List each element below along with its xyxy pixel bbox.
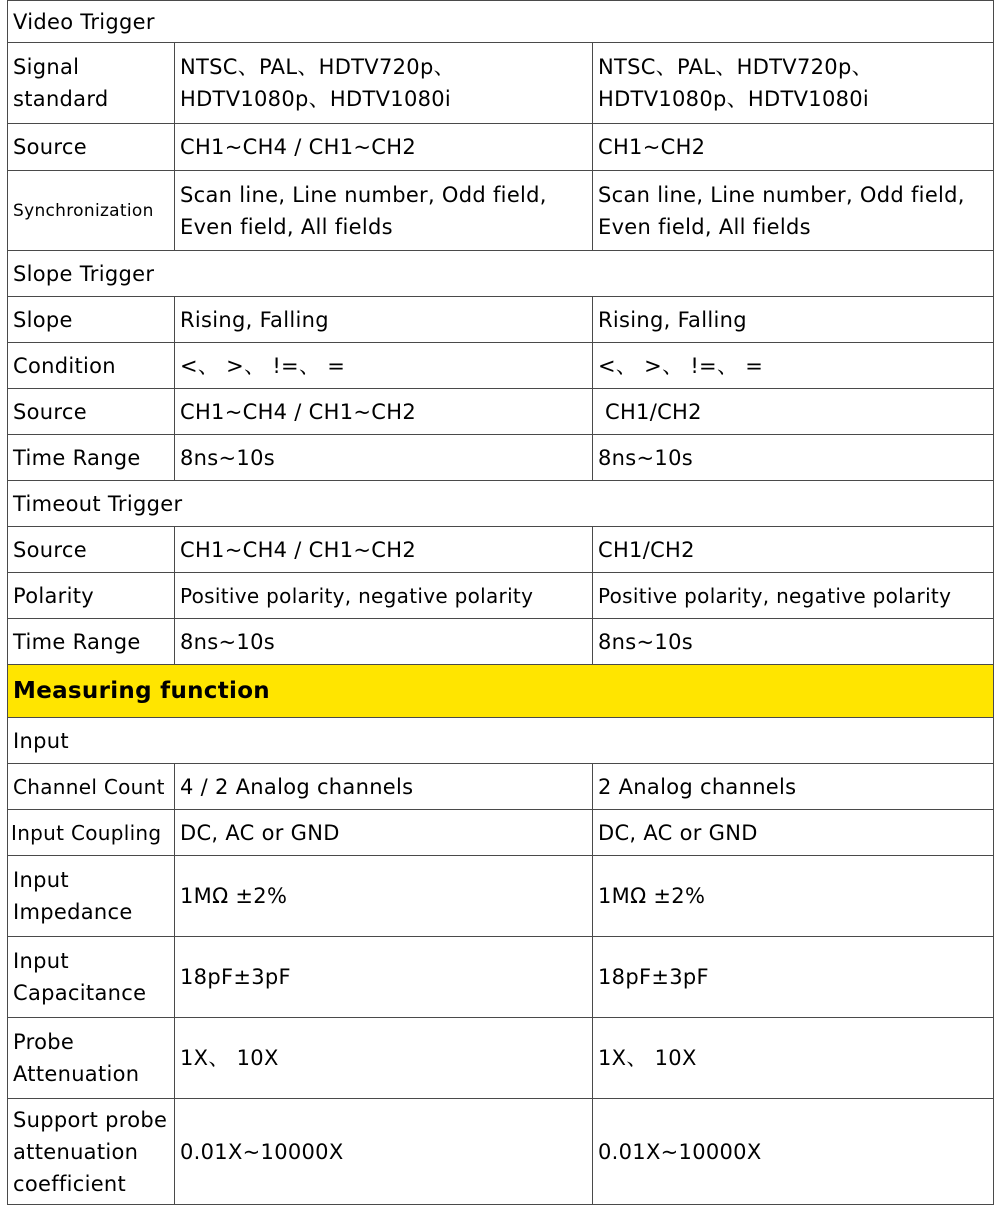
row-label: Source (8, 527, 175, 573)
table-row (8, 1099, 994, 1205)
section-row-slope-trigger (8, 251, 994, 297)
row-label: Channel Count (8, 764, 175, 810)
cell-col2: 0.01X~10000X (593, 1099, 994, 1205)
cell-col1: Positive polarity, negative polarity (175, 573, 593, 619)
section-title: Input (8, 718, 994, 764)
table-row (8, 527, 994, 573)
section-title: Timeout Trigger (8, 481, 994, 527)
cell-col1: 8ns~10s (175, 435, 593, 481)
row-label: Signal standard (8, 43, 175, 124)
major-heading: Measuring function (8, 665, 994, 718)
cell-col2: 2 Analog channels (593, 764, 994, 810)
cell-col2: CH1/CH2 (593, 527, 994, 573)
cell-col2: <、 >、 !=、 = (593, 343, 994, 389)
section-row-video-trigger (8, 1, 994, 43)
table-row (8, 1018, 994, 1099)
cell-col1: 4 / 2 Analog channels (175, 764, 593, 810)
cell-col1: Rising, Falling (175, 297, 593, 343)
cell-col1: <、 >、 !=、 = (175, 343, 593, 389)
row-label: Synchronization (8, 171, 175, 251)
row-label: Time Range (8, 435, 175, 481)
table-row (8, 389, 994, 435)
row-label: Input Capacitance (8, 937, 175, 1018)
cell-col2: DC, AC or GND (593, 810, 994, 856)
table-row (8, 810, 994, 856)
row-label: Condition (8, 343, 175, 389)
cell-col1: DC, AC or GND (175, 810, 593, 856)
cell-col2: Positive polarity, negative polarity (593, 573, 994, 619)
table-row (8, 573, 994, 619)
row-label: Input Impedance (8, 856, 175, 937)
table-row (8, 619, 994, 665)
row-label: Source (8, 124, 175, 171)
cell-col1: 18pF±3pF (175, 937, 593, 1018)
table-row (8, 171, 994, 251)
cell-col2: CH1~CH2 (593, 124, 994, 171)
cell-col2: Scan line, Line number, Odd field, Even field, All fields (593, 171, 994, 251)
section-row-input (8, 718, 994, 764)
row-label: Slope (8, 297, 175, 343)
cell-col2: 1X、 10X (593, 1018, 994, 1099)
heading-row-measuring-function (8, 665, 994, 718)
table-row (8, 435, 994, 481)
spec-table (7, 0, 994, 1205)
cell-col1: 8ns~10s (175, 619, 593, 665)
cell-col1: 0.01X~10000X (175, 1099, 593, 1205)
table-row (8, 343, 994, 389)
row-label: Support probe attenuation coefficient (8, 1099, 175, 1205)
cell-col1: Scan line, Line number, Odd field, Even field, All fields (175, 171, 593, 251)
cell-col1: 1MΩ ±2% (175, 856, 593, 937)
row-label: Time Range (8, 619, 175, 665)
section-row-timeout-trigger (8, 481, 994, 527)
table-row (8, 297, 994, 343)
cell-col1: CH1~CH4 / CH1~CH2 (175, 124, 593, 171)
cell-col1: 1X、 10X (175, 1018, 593, 1099)
table-row (8, 124, 994, 171)
cell-col1: NTSC、PAL、HDTV720p、HDTV1080p、HDTV1080i (175, 43, 593, 124)
row-label: Source (8, 389, 175, 435)
row-label: Probe Attenuation (8, 1018, 175, 1099)
cell-col2: Rising, Falling (593, 297, 994, 343)
cell-col1: CH1~CH4 / CH1~CH2 (175, 527, 593, 573)
cell-col2: 8ns~10s (593, 435, 994, 481)
row-label: Polarity (8, 573, 175, 619)
section-title: Slope Trigger (8, 251, 994, 297)
cell-col2: CH1/CH2 (593, 389, 994, 435)
table-row (8, 856, 994, 937)
table-row (8, 764, 994, 810)
row-label: Input Coupling (8, 810, 175, 856)
cell-col2: 8ns~10s (593, 619, 994, 665)
cell-col2: NTSC、PAL、HDTV720p、HDTV1080p、HDTV1080i (593, 43, 994, 124)
table-row (8, 937, 994, 1018)
cell-col1: CH1~CH4 / CH1~CH2 (175, 389, 593, 435)
table-row (8, 43, 994, 124)
cell-col2: 18pF±3pF (593, 937, 994, 1018)
cell-col2: 1MΩ ±2% (593, 856, 994, 937)
section-title: Video Trigger (8, 1, 994, 43)
